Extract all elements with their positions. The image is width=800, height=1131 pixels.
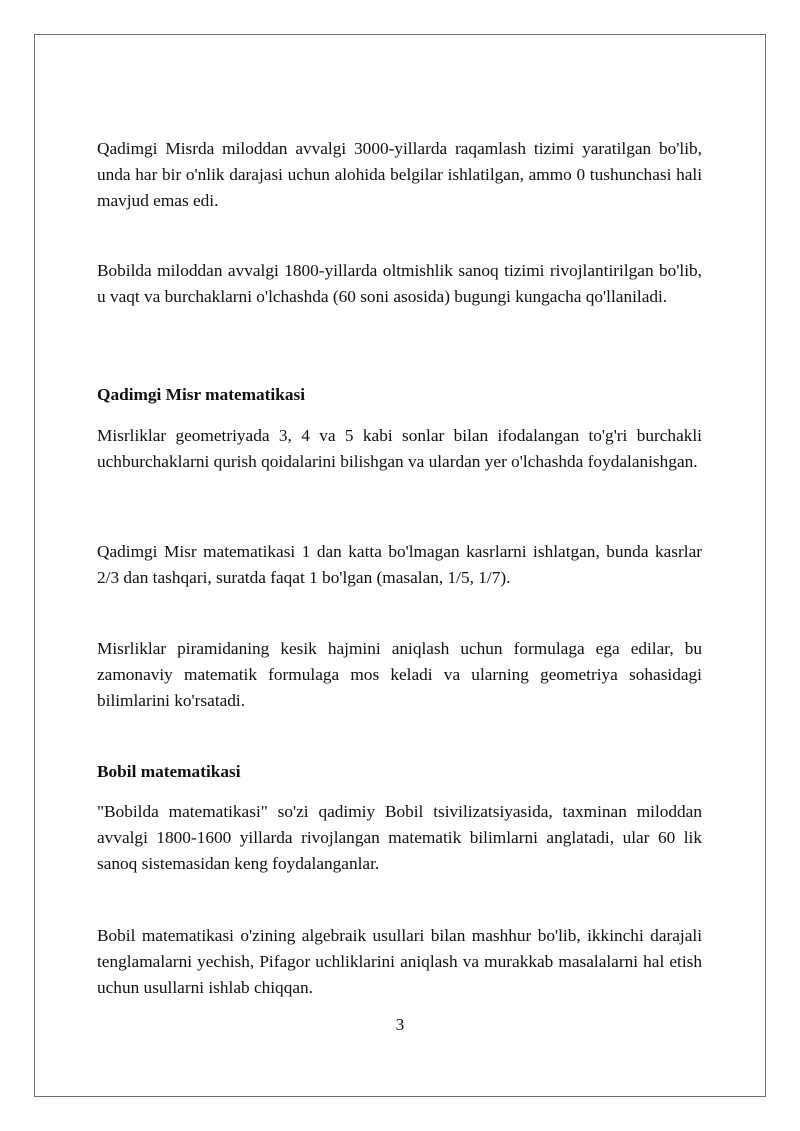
- paragraph-egypt-numeration: Qadimgi Misrda miloddan avvalgi 3000-yillarda raqamlash tizimi yaratilgan bo'lib, unda har bir o'nlik darajasi uchun alohida belgilar ishlatilgan, ammo 0 tushunchasi hali mavjud emas edi.: [97, 139, 702, 210]
- heading-babylon-mathematics: Bobil matematikasi: [97, 762, 241, 781]
- paragraph-egypt-fractions: Qadimgi Misr matematikasi 1 dan katta bo'lmagan kasrlarni ishlatgan, bunda kasrlar 2/3 dan tashqari, suratda faqat 1 bo'lgan (masalan, 1/5, 1/7).: [97, 542, 702, 587]
- paragraph-egypt-geometry: Misrliklar geometriyada 3, 4 va 5 kabi sonlar bilan ifodalangan to'g'ri burchakli uchburchaklarni qurish qoidalarini bilishgan va ulardan yer o'lchashda foydalanishgan.: [97, 426, 702, 471]
- paragraph-egypt-pyramid: Misrliklar piramidaning kesik hajmini aniqlash uchun formulaga ega edilar, bu zamonaviy matematik formulaga mos keladi va ularning geometriya sohasidagi bilimlarini ko'rsatadi.: [97, 639, 702, 710]
- paragraph-babylon-sexagesimal: Bobilda miloddan avvalgi 1800-yillarda oltmishlik sanoq tizimi rivojlantirilgan bo'lib, u vaqt va burchaklarni o'lchashda (60 soni asosida) bugungi kungacha qo'llaniladi.: [97, 261, 702, 306]
- paragraph-babylon-definition: "Bobilda matematikasi" so'zi qadimiy Bobil tsivilizatsiyasida, taxminan miloddan avvalgi 1800-1600 yillarda rivojlangan matematik bilimlarni anglatadi, ular 60 lik sanoq sistemasidan keng foydalanganlar.: [97, 802, 702, 873]
- heading-egypt-mathematics: Qadimgi Misr matematikasi: [97, 385, 305, 404]
- paragraph-babylon-algebra: Bobil matematikasi o'zining algebraik usullari bilan mashhur bo'lib, ikkinchi darajali tenglamalarni yechish, Pifagor uchliklarini aniqlash va murakkab masalalarni hal etish uchun usullarni ishlab chiqqan.: [97, 926, 702, 997]
- page-number: 3: [395, 1015, 405, 1034]
